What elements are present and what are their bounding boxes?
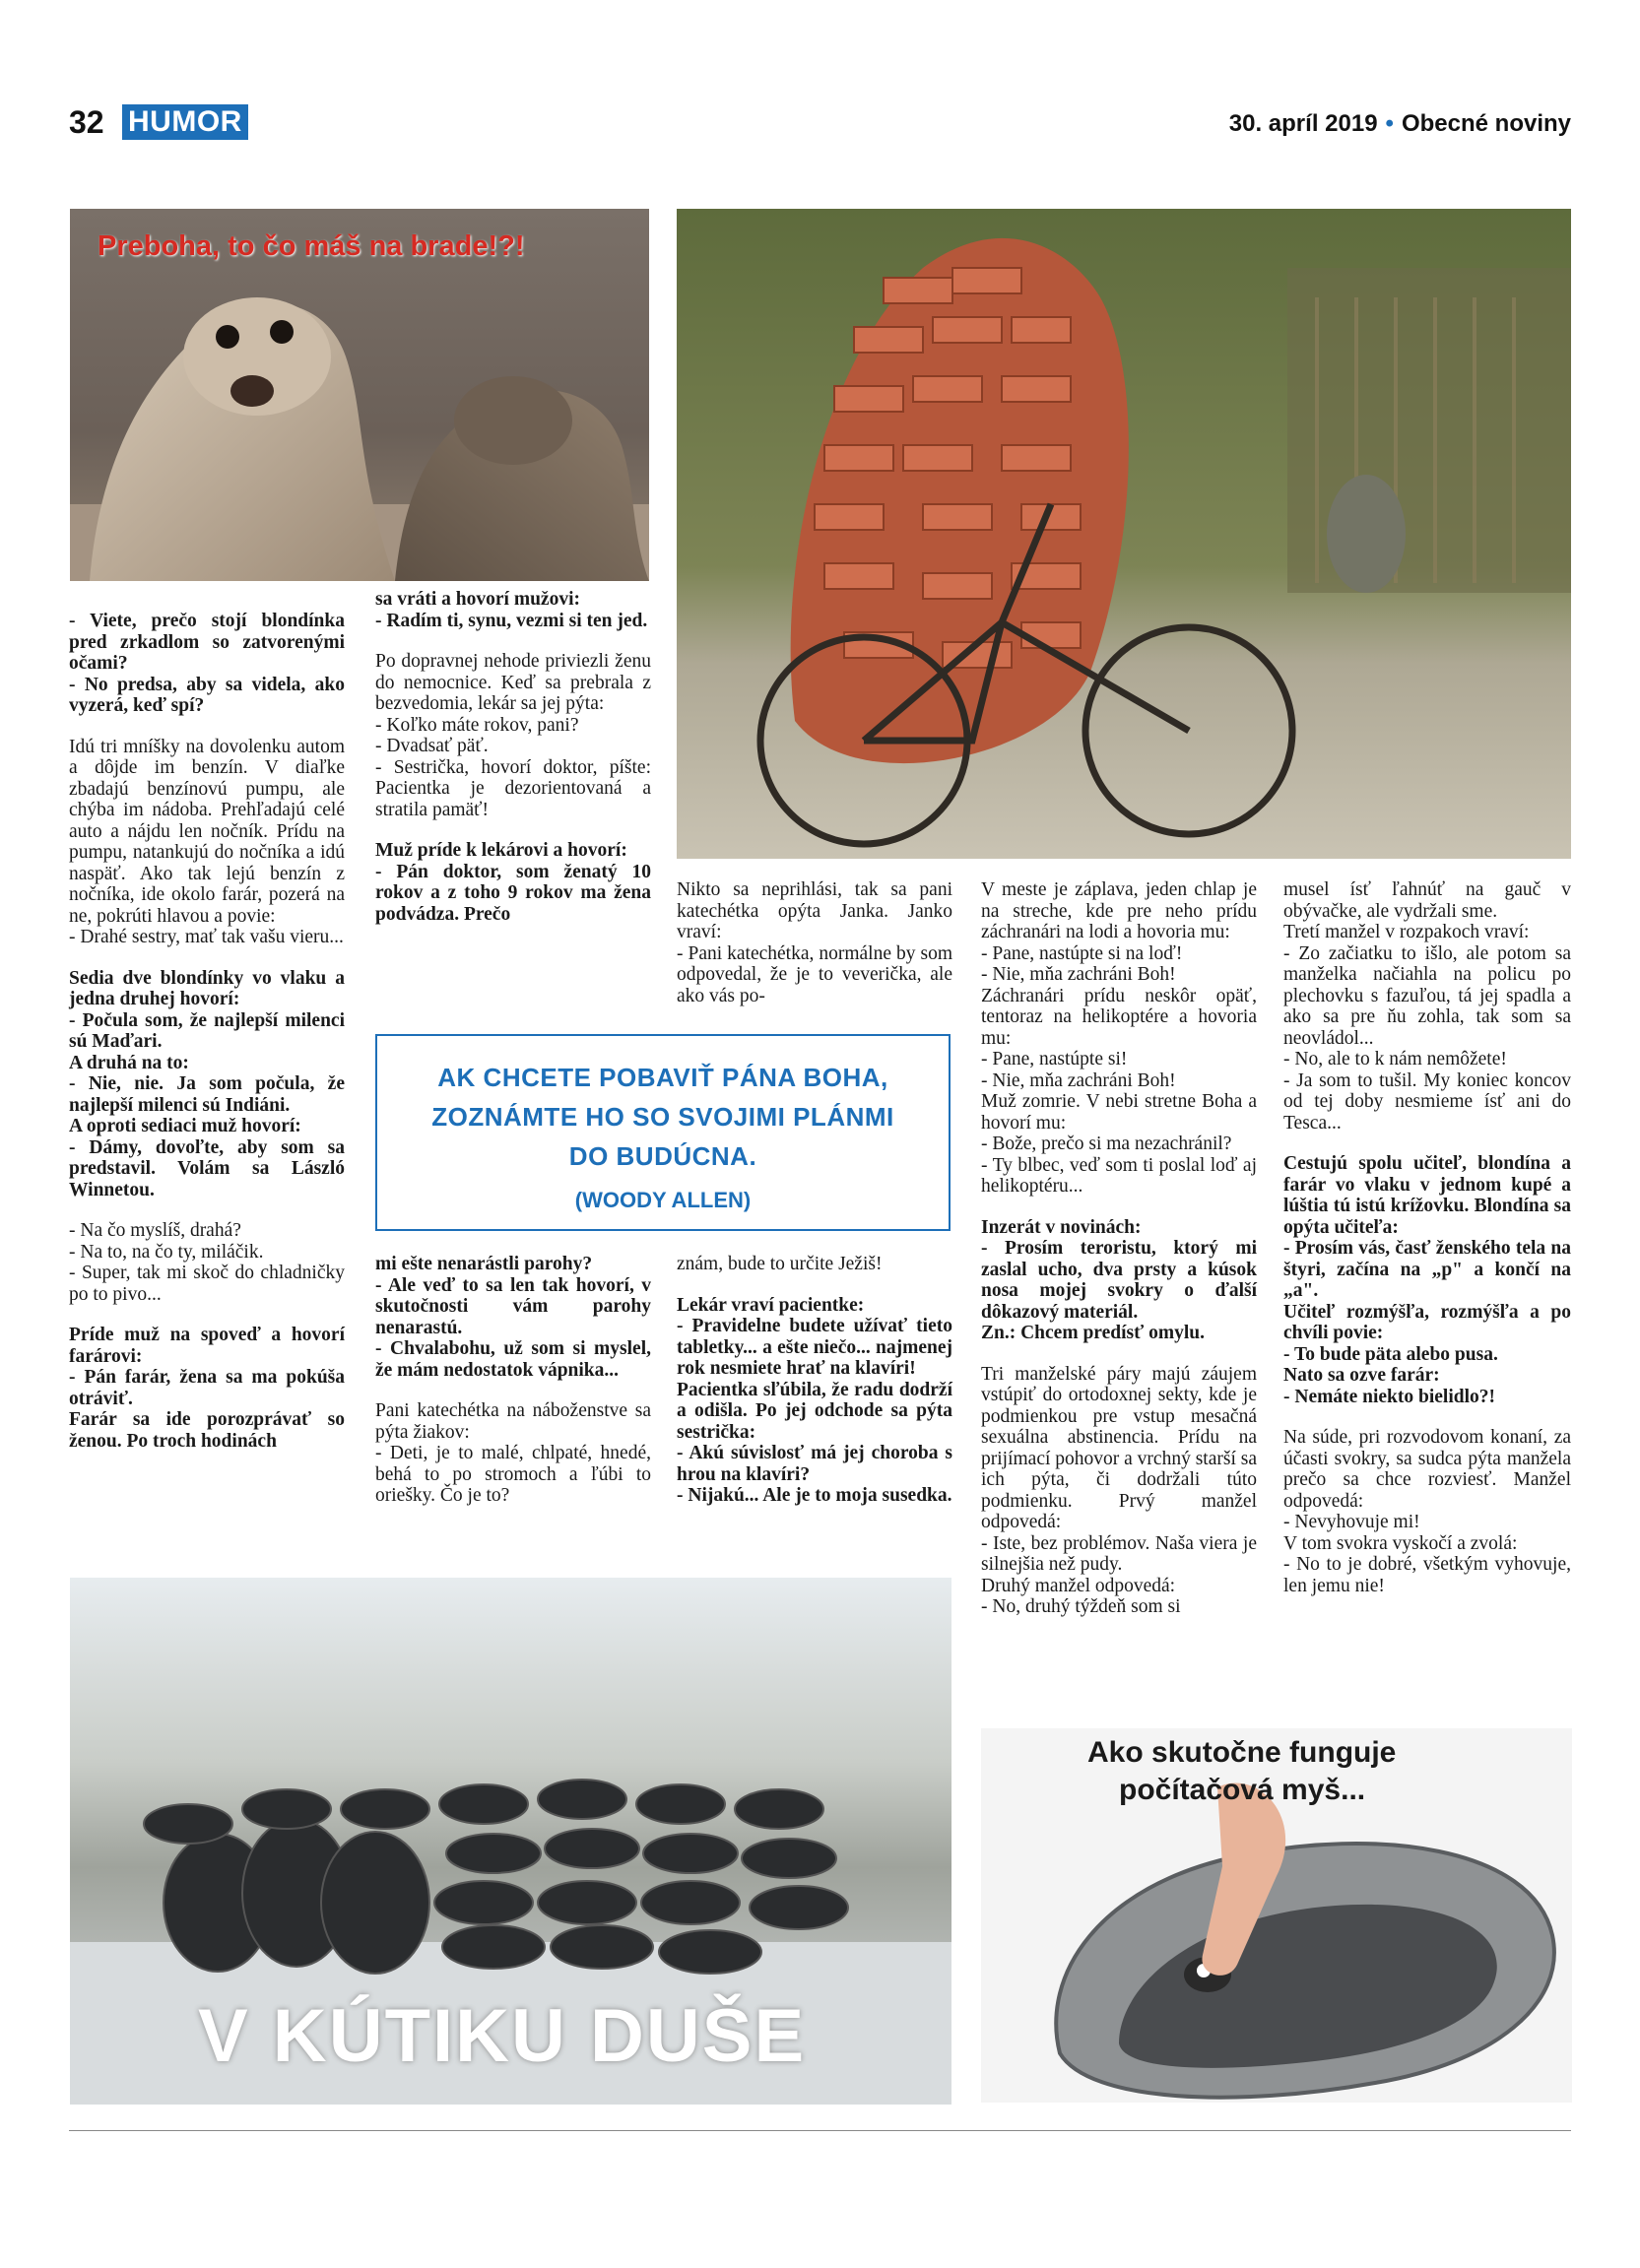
joke-line: - Nie, nie. Ja som počula, že najlepší milenci sú Indiáni. [69,1073,345,1116]
joke-line: - Drahé sestry, mať tak vašu vieru... [69,927,344,947]
joke-text: Tretí manžel v rozpakoch vraví: [1283,922,1530,942]
joke-line: Muž príde k lekárovi a hovorí: [375,840,627,861]
joke-line: - Nie, mňa zachráni Boh! [981,1069,1176,1091]
bricks-bicycle-photo [677,209,1571,859]
joke-text: Po dopravnej nehode priviezli ženu do nemocnice. Keď sa prebrala z bezvedomia, lekár sa jej pýta: [375,651,651,714]
joke-line: Farár sa ide porozprávať so ženou. Po troch hodinách [69,1409,345,1452]
joke-line: - Počula som, že najlepší milenci sú Maďari. [69,1009,345,1052]
joke-line: sa vráti a hovorí mužovi: [375,589,580,610]
joke-line: Sedia dve blondínky vo vlaku a jedna druhej hovorí: [69,967,345,1009]
joke-line: - Viete, prečo stojí blondínka pred zrkadlom so zatvorenými očami? [69,611,345,674]
joke-line: - No to je dobré, všetkým vyhovuje, len jemu nie! [1283,1554,1571,1596]
joke-line: - Pán farár, žena sa ma pokúša otráviť. [69,1367,345,1409]
joke-line: - Bože, prečo si ma nezachránil? [981,1134,1232,1154]
quote-box [375,1034,951,1231]
joke-text: Na súde, pri rozvodovom konaní, za účasti svokry, sa sudca pýta manžela prečo sa chce rozviesť. Manžel odpovedá: [1283,1427,1571,1512]
seals-caption: Preboha, to čo máš na brade!?! [98,230,525,262]
joke-line: - Ja som to tušil. My koniec koncov od tej doby nesmieme ísť ani do Tesca... [1283,1069,1571,1134]
joke-line: - Nevyhovuje mi! [1283,1512,1420,1532]
joke-line: - Koľko máte rokov, pani? [375,714,579,736]
joke-line: - Super, tak mi skoč do chladničky po to pivo... [69,1263,345,1305]
joke-line: - Pani katechétka, normálne by som odpovedal, že je to veverička, ale ako vás po- [677,942,952,1006]
joke-line: Príde muž na spoveď a hovorí farárovi: [69,1325,345,1367]
column-4 [981,879,1257,1618]
joke-line: - Akú súvislosť má jej choroba s hrou na klavíri? [677,1443,952,1485]
joke-line: - Pravidelne budete užívať tieto tabletky... a ešte niečo... najmenej rok nesmiete hrať na klavíri! [677,1316,952,1379]
quote-line-2: ZOZNÁMTE HO SO SVOJIMI PLÁNMI [431,1102,894,1132]
joke-line: - Dámy, dovoľte, aby som sa predstavil. Volám sa László Winnetou. [69,1136,345,1200]
joke-line: - Iste, bez problémov. Naša viera je silnejšia než pudy. [981,1532,1257,1575]
tires-caption: V KÚTIKU DUŠE [198,1994,807,2078]
joke-line: Lekár vraví pacientke: [677,1294,865,1316]
joke-line: - To bude päta alebo pusa. [1283,1343,1498,1365]
joke-line: - No, ale to k nám nemôžete! [1283,1049,1507,1069]
joke-text: musel ísť ľahnúť na gauč v obývačke, ale vydržali sme. [1283,879,1571,922]
mouse-caption-line-2: počítačová myš... [1119,1774,1366,1806]
joke-line: - Ty blbec, veď som ti poslal loď aj helikoptéru... [981,1154,1257,1197]
mouse-caption-line-1: Ako skutočne funguje [1087,1736,1397,1769]
publication-name: Obecné noviny [1401,110,1571,137]
joke-line: - Sestrička, hovorí doktor, píšte: Pacientka je dezorientovaná a stratila pamäť! [375,756,651,820]
joke-text: Tri manželské páry majú záujem vstúpiť do ortodoxnej sekty, kde je podmienkou pre vstup mesačná sexuálna abstinencia. Prídu na prijímací pohovor a vrchný starší sa ich pýta, či dodržali túto podmienku. Prvý manžel odpovedá: [981,1363,1257,1532]
quote-line-3: DO BUDÚCNA. [568,1141,757,1171]
joke-line: Inzerát v novinách: [981,1216,1142,1238]
bottom-rule [69,2130,1571,2131]
joke-line: Cestujú spolu učiteľ, blondína a farár vo vlaku v jednom kupé a lúštia tú istú krížovku. Blondína sa opýta učiteľa: [1283,1153,1571,1238]
joke-line: Nato sa ozve farár: [1283,1365,1440,1386]
joke-text: Záchranári prídu neskôr opäť, tentoraz na helikoptére a hovoria mu: [981,985,1257,1049]
joke-line: Druhý manžel odpovedá: [981,1575,1176,1596]
column-1 [69,611,345,1452]
joke-text: Pani katechétka na náboženstve sa pýta žiakov: [375,1400,651,1443]
joke-line: - No, druhý týždeň som si [981,1596,1181,1617]
joke-line: - Prosím teroristu, ktorý mi zaslal ucho, dva prsty a kúsok nosa mojej svokry o ďalší dôkazový materiál. [981,1238,1257,1323]
column-2-top [375,589,651,925]
joke-line: znám, bude to určite Ježiš! [677,1254,883,1274]
quote-line-1: AK CHCETE POBAVIŤ PÁNA BOHA, [437,1063,888,1092]
joke-line: - Nemáte niekto bielidlo?! [1283,1386,1496,1407]
joke-line: - No predsa, aby sa videla, ako vyzerá, keď spí? [69,674,345,716]
joke-line: - Prosím vás, časť ženského tela na štyri, začína na „p" a končí na „a". [1283,1238,1571,1301]
joke-line: - Nijakú... Ale je to moja susedka. [677,1485,952,1506]
joke-line: - Dvadsať päť. [375,736,489,756]
joke-line: - Na to, na čo ty, miláčik. [69,1241,264,1263]
joke-text: Nikto sa neprihlási, tak sa pani katechétka opýta Janka. Janko vraví: [677,879,952,942]
joke-line: Zn.: Chcem predísť omylu. [981,1323,1206,1343]
column-5 [1283,879,1571,1596]
joke-line: A oproti sediaci muž hovorí: [69,1116,301,1136]
joke-line: - Pane, nastúpte si na loď! [981,942,1183,964]
joke-text: Muž zomrie. V nebi stretne Boha a hovorí mu: [981,1091,1257,1134]
seals-photo [70,209,649,581]
joke-line: - Nie, mňa zachráni Boh! [981,964,1176,985]
column-3-bottom [677,1254,952,1507]
joke-line: - Radím ti, synu, vezmi si ten jed. [375,610,648,631]
page-number: 32 [69,104,104,140]
joke-line: - Pane, nastúpte si! [981,1049,1128,1069]
joke-line: - Deti, je to malé, chlpaté, hnedé, behá to po stromoch a ľúbi to oriešky. Čo je to? [375,1443,651,1506]
column-3-top [677,879,952,1006]
joke-line: - Ale veď to sa len tak hovorí, v skutočnosti vám parohy nenarastú. [375,1274,651,1338]
column-2-bottom [375,1254,651,1507]
joke-line: Učiteľ rozmýšľa, rozmýšľa a po chvíli povie: [1283,1301,1571,1343]
tires-photo [70,1578,951,2105]
joke-line: - Chvalabohu, už som si myslel, že mám nedostatok vápnika... [375,1338,651,1381]
joke-line: A druhá na to: [69,1052,189,1073]
separator-dot: • [1385,110,1394,137]
joke-line: V tom svokra vyskočí a zvolá: [1283,1532,1518,1554]
mouse-photo [981,1728,1572,2103]
joke-text: Idú tri mníšky na dovolenku autom a dôjde im benzín. V diaľke zbadajú benzínovú pumpu, ale chýba im nádoba. Prehľadajú celé auto a nájdu len nočník. Prídu na pumpu, natankujú do nočníka a idú naspäť. Ako tak lejú benzín z nočníka, ide okolo farár, pozerá na ne, pokrúti hlavou a povie: [69,736,345,927]
joke-text: - Zo začiatku to išlo, ale potom sa manželka načiahla na policu po plechovku s fazuľou, tá jej spadla a ako sa pre ňu zohla, tak som sa neovládol... [1283,942,1571,1049]
joke-line: Pacientka sľúbila, že radu dodrží a odišla. Po jej odchode sa pýta sestrička: [677,1379,952,1443]
joke-line: mi ešte nenarástli parohy? [375,1254,593,1274]
section-label: HUMOR [122,104,248,140]
joke-text: V meste je záplava, jeden chlap je na streche, kde pre neho prídu záchranári na lodi a hovoria mu: [981,879,1257,942]
joke-line: - Pán doktor, som ženatý 10 rokov a z toho 9 rokov ma žena podvádza. Prečo [375,861,651,925]
issue-date: 30. apríl 2019 [1228,110,1378,137]
joke-line: - Na čo myslíš, drahá? [69,1220,241,1241]
quote-author: (WOODY ALLEN) [574,1188,752,1212]
header-dateline [1229,110,1571,138]
